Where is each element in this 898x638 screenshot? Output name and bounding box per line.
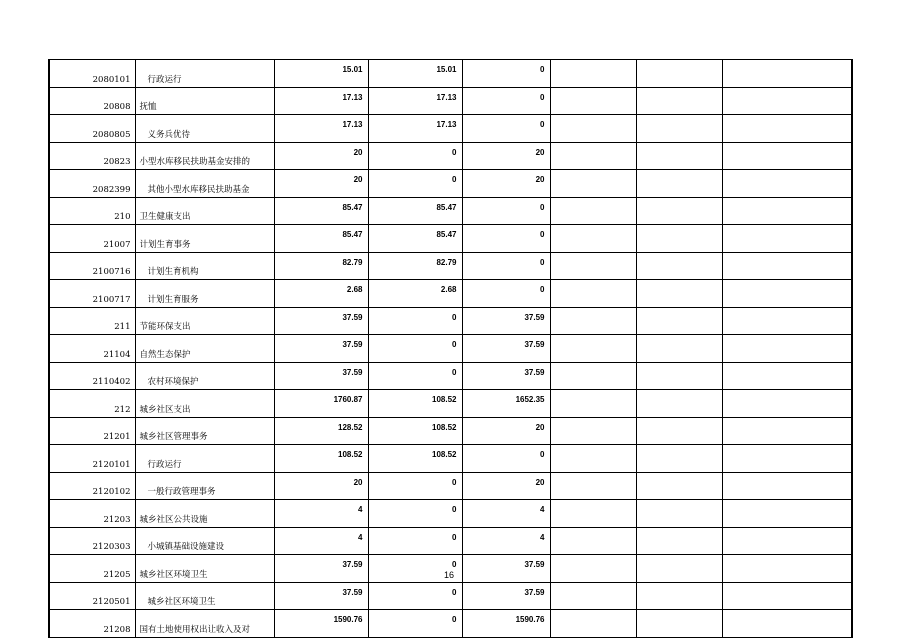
project-expenditure-cell: 0 [462, 115, 550, 143]
subject-name-cell: 农村环境保护 [135, 362, 274, 390]
total-cell: 85.47 [274, 197, 368, 225]
table-row [49, 225, 852, 253]
table-row [49, 115, 852, 143]
table-row [49, 472, 852, 500]
subject-name-cell: 自然生态保护 [135, 335, 274, 363]
empty-cell [636, 500, 722, 528]
table-row [49, 170, 852, 198]
basic-expenditure-cell: 0 [368, 170, 462, 198]
basic-expenditure-cell: 85.47 [368, 197, 462, 225]
empty-cell [636, 335, 722, 363]
empty-cell [636, 252, 722, 280]
empty-cell [722, 252, 852, 280]
subject-code-cell: 2100717 [49, 280, 135, 308]
empty-cell [722, 582, 852, 610]
total-cell: 20 [274, 170, 368, 198]
subject-code-cell: 21007 [49, 225, 135, 253]
subject-name-cell: 小城镇基础设施建设 [135, 527, 274, 555]
project-expenditure-cell: 20 [462, 142, 550, 170]
subject-code-cell: 210 [49, 197, 135, 225]
subject-code-cell: 21205 [49, 555, 135, 583]
empty-cell [550, 225, 636, 253]
subject-name-cell: 小型水库移民扶助基金安排的 [135, 142, 274, 170]
empty-cell [550, 115, 636, 143]
table-row [49, 307, 852, 335]
subject-name-cell: 抚恤 [135, 87, 274, 115]
project-expenditure-cell: 20 [462, 170, 550, 198]
project-expenditure-cell: 0 [462, 445, 550, 473]
total-cell: 2.68 [274, 280, 368, 308]
project-expenditure-cell: 20 [462, 417, 550, 445]
empty-cell [550, 610, 636, 638]
empty-cell [550, 390, 636, 418]
subject-name-cell: 其他小型水库移民扶助基金 [135, 170, 274, 198]
subject-code-cell: 211 [49, 307, 135, 335]
project-expenditure-cell: 37.59 [462, 307, 550, 335]
empty-cell [550, 252, 636, 280]
table-row [49, 280, 852, 308]
table-row [49, 500, 852, 528]
subject-code-cell: 2120102 [49, 472, 135, 500]
empty-cell [722, 500, 852, 528]
empty-cell [636, 115, 722, 143]
empty-cell [550, 500, 636, 528]
table-row [49, 87, 852, 115]
project-expenditure-cell: 0 [462, 197, 550, 225]
empty-cell [636, 307, 722, 335]
empty-cell [722, 445, 852, 473]
project-expenditure-cell: 0 [462, 252, 550, 280]
total-cell: 20 [274, 142, 368, 170]
empty-cell [636, 582, 722, 610]
basic-expenditure-cell: 0 [368, 527, 462, 555]
empty-cell [722, 115, 852, 143]
subject-name-cell: 一般行政管理事务 [135, 472, 274, 500]
table-row [49, 445, 852, 473]
total-cell: 37.59 [274, 582, 368, 610]
table-row [49, 610, 852, 638]
basic-expenditure-cell: 17.13 [368, 115, 462, 143]
total-cell: 20 [274, 472, 368, 500]
table-row [49, 142, 852, 170]
empty-cell [636, 610, 722, 638]
empty-cell [722, 280, 852, 308]
empty-cell [722, 307, 852, 335]
subject-code-cell: 2110402 [49, 362, 135, 390]
empty-cell [722, 527, 852, 555]
subject-name-cell: 城乡社区环境卫生 [135, 582, 274, 610]
table-row [49, 417, 852, 445]
empty-cell [550, 335, 636, 363]
empty-cell [550, 280, 636, 308]
subject-code-cell: 20808 [49, 87, 135, 115]
empty-cell [636, 170, 722, 198]
basic-expenditure-cell: 82.79 [368, 252, 462, 280]
empty-cell [722, 225, 852, 253]
empty-cell [550, 142, 636, 170]
total-cell: 37.59 [274, 335, 368, 363]
subject-name-cell: 行政运行 [135, 445, 274, 473]
subject-code-cell: 2080101 [49, 60, 135, 88]
table-row [49, 582, 852, 610]
total-cell: 1590.76 [274, 610, 368, 638]
empty-cell [722, 472, 852, 500]
empty-cell [636, 225, 722, 253]
subject-name-cell: 城乡社区公共设施 [135, 500, 274, 528]
total-cell: 128.52 [274, 417, 368, 445]
total-cell: 37.59 [274, 307, 368, 335]
subject-code-cell: 2120303 [49, 527, 135, 555]
empty-cell [550, 472, 636, 500]
total-cell: 37.59 [274, 362, 368, 390]
empty-cell [550, 362, 636, 390]
empty-cell [722, 197, 852, 225]
project-expenditure-cell: 4 [462, 500, 550, 528]
total-cell: 4 [274, 500, 368, 528]
subject-name-cell: 义务兵优待 [135, 115, 274, 143]
empty-cell [550, 582, 636, 610]
subject-name-cell: 节能环保支出 [135, 307, 274, 335]
subject-code-cell: 2120101 [49, 445, 135, 473]
table-row [49, 197, 852, 225]
basic-expenditure-cell: 17.13 [368, 87, 462, 115]
subject-code-cell: 21104 [49, 335, 135, 363]
empty-cell [722, 362, 852, 390]
basic-expenditure-cell: 0 [368, 142, 462, 170]
total-cell: 17.13 [274, 87, 368, 115]
empty-cell [550, 60, 636, 88]
empty-cell [636, 417, 722, 445]
empty-cell [722, 335, 852, 363]
project-expenditure-cell: 37.59 [462, 582, 550, 610]
empty-cell [722, 142, 852, 170]
project-expenditure-cell: 0 [462, 225, 550, 253]
subject-code-cell: 21208 [49, 610, 135, 638]
subject-name-cell: 国有土地使用权出让收入及对 [135, 610, 274, 638]
basic-expenditure-cell: 108.52 [368, 445, 462, 473]
total-cell: 82.79 [274, 252, 368, 280]
empty-cell [550, 445, 636, 473]
total-cell: 1760.87 [274, 390, 368, 418]
empty-cell [722, 390, 852, 418]
basic-expenditure-cell: 15.01 [368, 60, 462, 88]
subject-name-cell: 城乡社区支出 [135, 390, 274, 418]
empty-cell [636, 390, 722, 418]
basic-expenditure-cell: 108.52 [368, 390, 462, 418]
empty-cell [636, 472, 722, 500]
basic-expenditure-cell: 0 [368, 472, 462, 500]
basic-expenditure-cell: 2.68 [368, 280, 462, 308]
project-expenditure-cell: 4 [462, 527, 550, 555]
empty-cell [636, 280, 722, 308]
basic-expenditure-cell: 0 [368, 610, 462, 638]
subject-name-cell: 城乡社区管理事务 [135, 417, 274, 445]
project-expenditure-cell: 0 [462, 60, 550, 88]
page-number: 16 [443, 570, 454, 580]
subject-code-cell: 2100716 [49, 252, 135, 280]
subject-code-cell: 2080805 [49, 115, 135, 143]
subject-code-cell: 21201 [49, 417, 135, 445]
total-cell: 108.52 [274, 445, 368, 473]
empty-cell [722, 610, 852, 638]
project-expenditure-cell: 0 [462, 280, 550, 308]
basic-expenditure-cell: 0 [368, 555, 462, 583]
project-expenditure-cell: 37.59 [462, 335, 550, 363]
table-row [49, 335, 852, 363]
subject-name-cell: 计划生育机构 [135, 252, 274, 280]
table-row [49, 60, 852, 88]
table-row [49, 252, 852, 280]
subject-name-cell: 卫生健康支出 [135, 197, 274, 225]
subject-code-cell: 212 [49, 390, 135, 418]
empty-cell [550, 87, 636, 115]
project-expenditure-cell: 37.59 [462, 555, 550, 583]
subject-name-cell: 城乡社区环境卫生 [135, 555, 274, 583]
project-expenditure-cell: 37.59 [462, 362, 550, 390]
basic-expenditure-cell: 0 [368, 582, 462, 610]
project-expenditure-cell: 1652.35 [462, 390, 550, 418]
empty-cell [550, 417, 636, 445]
basic-expenditure-cell: 0 [368, 335, 462, 363]
empty-cell [636, 445, 722, 473]
subject-code-cell: 20823 [49, 142, 135, 170]
subject-code-cell: 21203 [49, 500, 135, 528]
subject-code-cell: 2120501 [49, 582, 135, 610]
empty-cell [636, 142, 722, 170]
subject-name-cell: 计划生育服务 [135, 280, 274, 308]
empty-cell [550, 170, 636, 198]
project-expenditure-cell: 1590.76 [462, 610, 550, 638]
table-row [49, 390, 852, 418]
total-cell: 37.59 [274, 555, 368, 583]
empty-cell [722, 170, 852, 198]
empty-cell [722, 87, 852, 115]
empty-cell [550, 527, 636, 555]
total-cell: 85.47 [274, 225, 368, 253]
empty-cell [722, 417, 852, 445]
empty-cell [636, 197, 722, 225]
empty-cell [636, 527, 722, 555]
empty-cell [722, 60, 852, 88]
subject-code-cell: 2082399 [49, 170, 135, 198]
total-cell: 17.13 [274, 115, 368, 143]
basic-expenditure-cell: 0 [368, 307, 462, 335]
basic-expenditure-cell: 0 [368, 362, 462, 390]
basic-expenditure-cell: 85.47 [368, 225, 462, 253]
empty-cell [636, 87, 722, 115]
project-expenditure-cell: 20 [462, 472, 550, 500]
basic-expenditure-cell: 108.52 [368, 417, 462, 445]
basic-expenditure-cell: 0 [368, 500, 462, 528]
table-row [49, 527, 852, 555]
empty-cell [550, 307, 636, 335]
table-row [49, 362, 852, 390]
budget-table [48, 59, 853, 638]
empty-cell [550, 197, 636, 225]
total-cell: 4 [274, 527, 368, 555]
table-body [49, 60, 852, 638]
subject-name-cell: 计划生育事务 [135, 225, 274, 253]
subject-name-cell: 行政运行 [135, 60, 274, 88]
total-cell: 15.01 [274, 60, 368, 88]
project-expenditure-cell: 0 [462, 87, 550, 115]
empty-cell [636, 60, 722, 88]
empty-cell [636, 362, 722, 390]
